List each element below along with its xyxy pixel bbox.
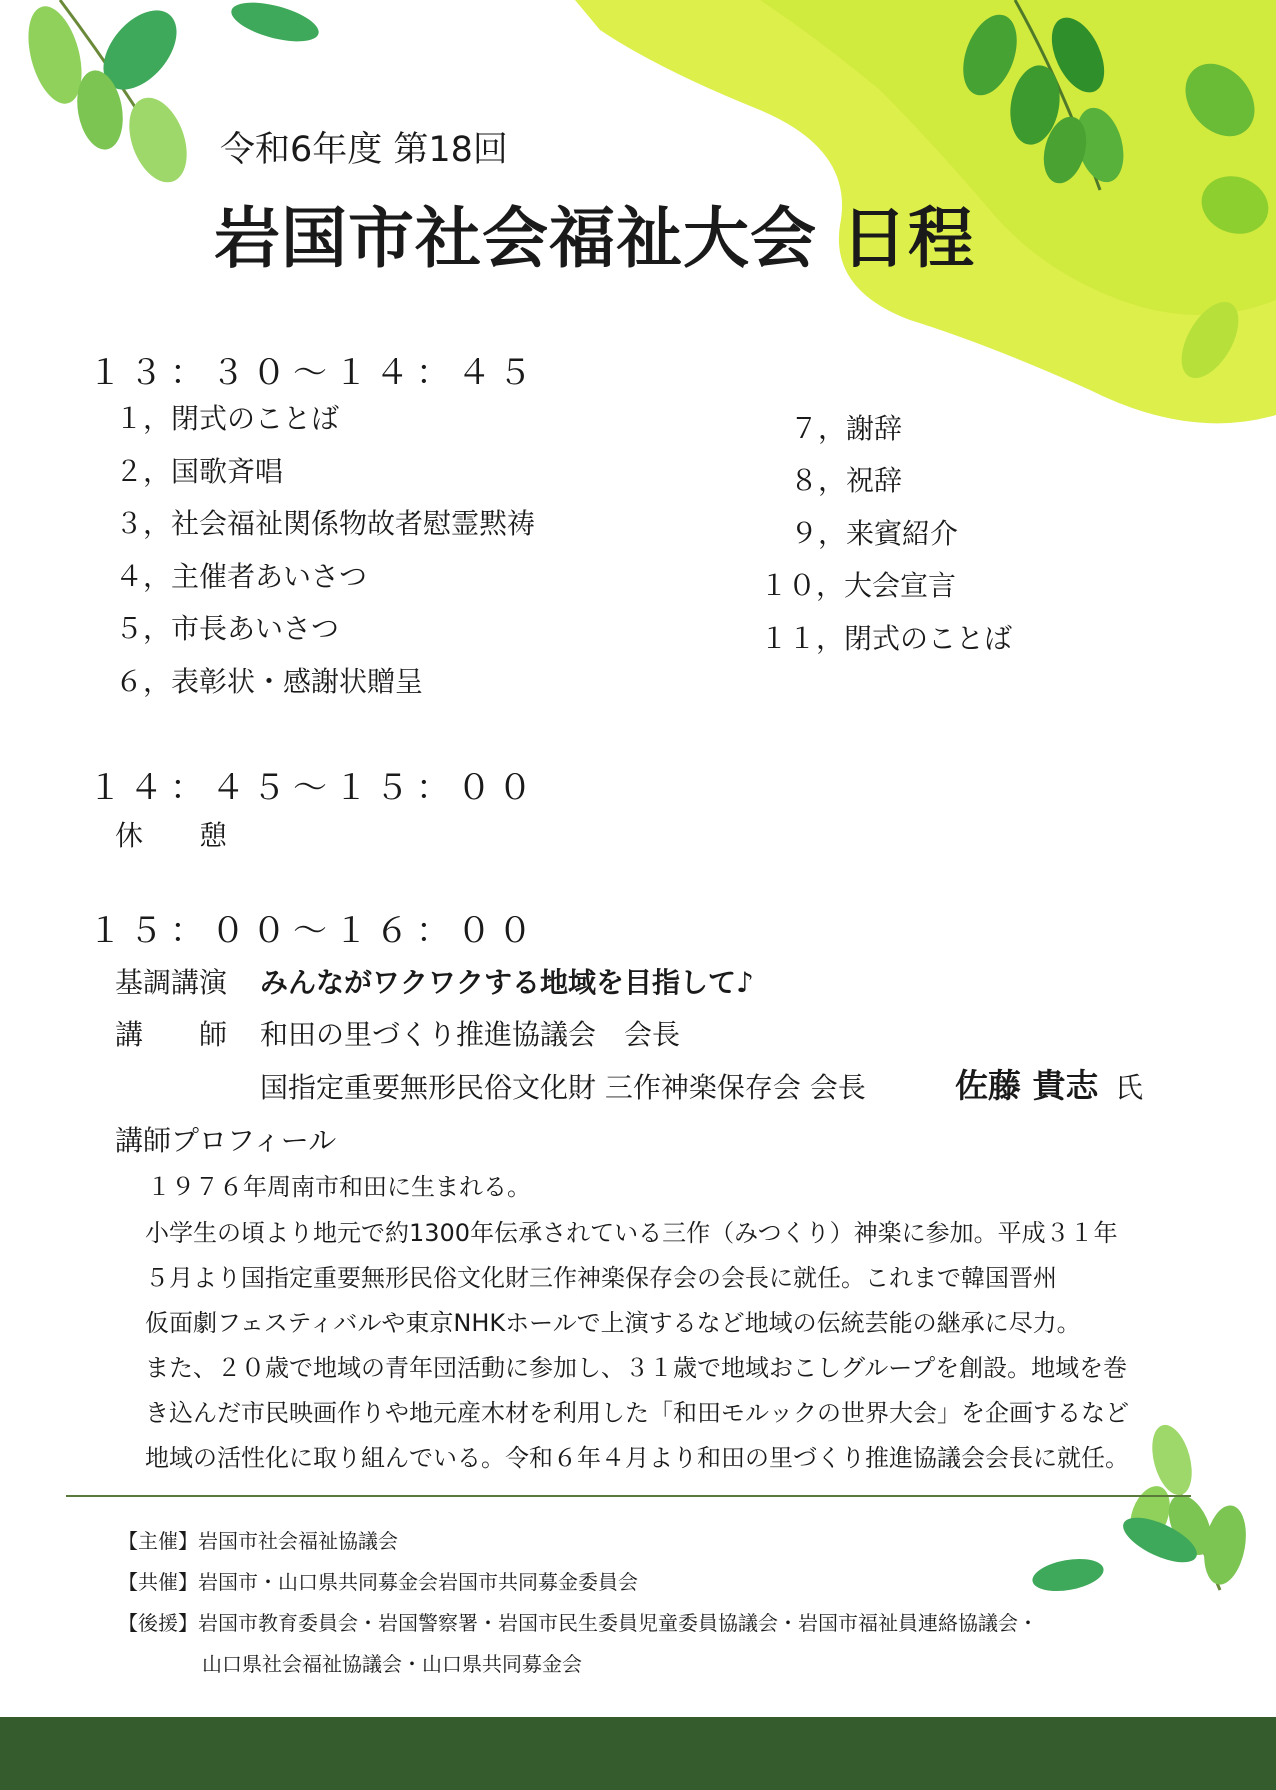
profile-line: １９７６年周南市和田に生まれる。 (147, 1173, 531, 1201)
session1-time: １３：３０～１４：４５ (88, 353, 539, 393)
session2-time: １４：４５～１５：００ (88, 768, 539, 808)
profile-line: また、２０歳で地域の青年団活動に参加し、３１歳で地域おこしグループを創設。地域を巻 (145, 1354, 1128, 1382)
profile-line: 小学生の頃より地元で約1300年伝承されている三作（みつくり）神楽に参加。平成３１年 (145, 1219, 1118, 1247)
keynote-title: みんながワクワクする地域を目指して♪ (260, 966, 754, 999)
program-item: ３，社会福祉関係物故者慰霊黙祷 (115, 507, 536, 540)
footer-organizer: 【主催】岩国市社会福祉協議会 (118, 1529, 398, 1553)
break-label: 休 憩 (115, 819, 228, 852)
program-item: ６，表彰状・感謝状贈呈 (115, 665, 424, 698)
program-item: ４，主催者あいさつ (115, 560, 368, 593)
footer-divider (66, 1495, 1191, 1497)
program-item: ５，市長あいさつ (115, 612, 340, 645)
lecturer-role: 国指定重要無形民俗文化財 三作神楽保存会 会長 (260, 1071, 866, 1104)
lecturer-honorific: 氏 (1115, 1071, 1144, 1104)
program-item: １０，大会宣言 (760, 569, 957, 602)
profile-line: 地域の活性化に取り組んでいる。令和６年４月より和田の里づくり推進協議会会長に就任。 (145, 1444, 1129, 1472)
profile-line: 仮面劇フェスティバルや東京NHKホールで上演するなど地域の伝統芸能の継承に尽力。 (145, 1309, 1081, 1337)
footer-co-organizer: 【共催】岩国市・山口県共同募金会岩国市共同募金委員会 (118, 1570, 638, 1594)
lecturer-name: 佐藤 貴志 (955, 1066, 1099, 1105)
lecturer-role: 和田の里づくり推進協議会 会長 (260, 1018, 681, 1051)
footer-support: 【後援】岩国市教育委員会・岩国警察署・岩国市民生委員児童委員協議会・岩国市福祉員連絡協議会・ (118, 1611, 1038, 1635)
lecturer-label: 講 師 (115, 1018, 228, 1051)
profile-line: き込んだ市民映画作りや地元産木材を利用した「和田モルックの世界大会」を企画するなど (145, 1399, 1129, 1427)
program-item: ７，謝辞 (790, 412, 903, 445)
program-item: ８，祝辞 (790, 464, 903, 497)
keynote-label: 基調講演 (115, 966, 228, 999)
event-subtitle: 令和6年度 第18回 (220, 130, 508, 170)
program-item: ２，国歌斉唱 (115, 455, 284, 488)
profile-heading: 講師プロフィール (115, 1124, 337, 1157)
session3-time: １５：００～１６：００ (88, 911, 539, 951)
profile-line: ５月より国指定重要無形民俗文化財三作神楽保存会の会長に就任。これまで韓国晋州 (145, 1264, 1057, 1292)
program-item: １，閉式のことば (115, 402, 340, 435)
page-title: 岩国市社会福祉大会 日程 (214, 200, 975, 277)
program-item: ９，来賓紹介 (790, 517, 959, 550)
program-item: １１，閉式のことば (760, 622, 1013, 655)
bottom-band (0, 1717, 1276, 1790)
footer-support-cont: 山口県社会福祉協議会・山口県共同募金会 (202, 1652, 582, 1676)
